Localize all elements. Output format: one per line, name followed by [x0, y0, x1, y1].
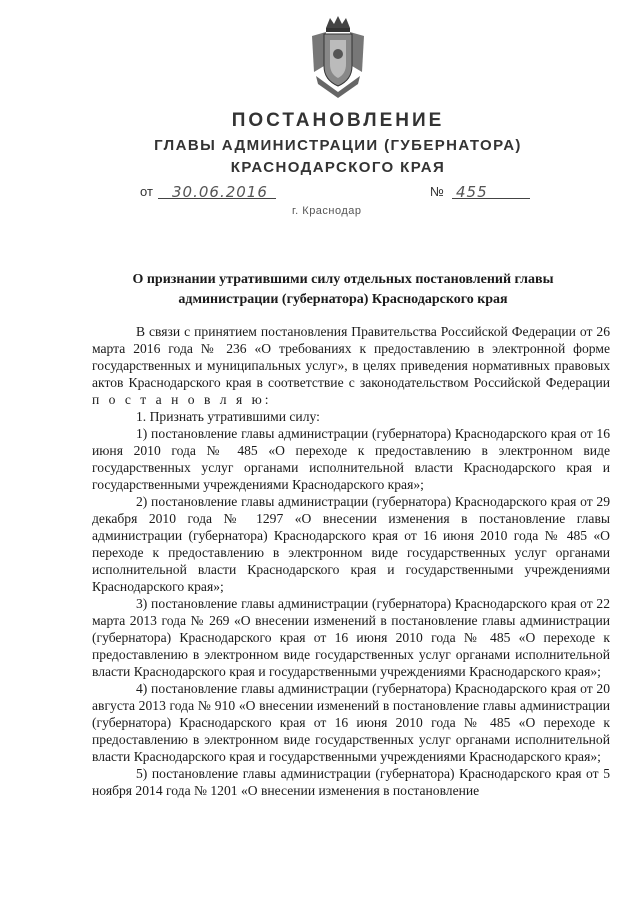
document-type-heading: ПОСТАНОВЛЕНИЕ — [231, 110, 445, 131]
item-1: 1. Признать утратившими силу: — [136, 409, 320, 424]
krasnodar-coat-of-arms-icon — [308, 14, 368, 98]
subitem-1: 1) постановление главы администрации (губернатора) Краснодарского края от 16 июня 2010 года № 485 «О переходе к предоставлению в электронном виде государственных услуг органами исполнительной власти Краснодарского края и государственными учреждениями Краснодарского края»; — [92, 426, 610, 492]
subitem-3: 3) постановление главы администрации (губернатора) Краснодарского края от 22 марта 2013 года № 269 «О внесении изменений в постановление главы администрации (губернатора) Краснодарского края от 16 июня 2010 года № 485 «О переходе к предоставлению в электронном виде государственных услуг органами исполнительной власти Краснодарского края и государственными учреждениями Краснодарского края»; — [92, 596, 610, 679]
intro-paragraph — [92, 323, 610, 408]
document-date: 30.06.2016 — [158, 183, 276, 199]
region-heading: КРАСНОДАРСКОГО КРАЯ — [230, 159, 446, 176]
document-number: 455 — [452, 183, 530, 199]
subitem-2: 2) постановление главы администрации (губернатора) Краснодарского края от 29 декабря 2010 года № 1297 «О внесении изменения в постановление главы администрации (губернатора) Краснодарского края от 16 июня 2010 года № 485 «О переходе к предоставлению в электронном виде государственных услуг органами исполнительной власти Краснодарского края и государственными учреждениями Краснодарского края»; — [92, 494, 610, 594]
subitem-5: 5) постановление главы администрации (губернатора) Краснодарского края от 5 ноября 2014 года № 1201 «О внесении изменения в постановление — [92, 766, 610, 798]
decree-word: п о с т а н о в л я ю: — [92, 392, 272, 407]
document-title: О признании утратившими силу отдельных постановлений главы администрации (губернатора) Краснодарского края — [132, 272, 554, 307]
document-body — [92, 323, 610, 799]
intro-text: В связи с принятием постановления Правительства Российской Федерации от 26 марта 2016 года № 236 «О требованиях к предоставлению в электронной форме государственных и муниципальных услуг», в целях приведения нормативных правовых актов Краснодарского края в соответствие с законодательством Российской Федерации — [92, 324, 610, 390]
date-label: от — [140, 184, 153, 199]
number-label: № — [430, 184, 444, 199]
subitem-4: 4) постановление главы администрации (губернатора) Краснодарского края от 20 августа 2013 года № 910 «О внесении изменений в постановление главы администрации (губернатора) Краснодарского края от 16 июня 2010 года № 485 «О переходе к предоставлению в электронном виде государственных услуг органами исполнительной власти Краснодарского края и государственными учреждениями Краснодарского края»; — [92, 681, 610, 764]
issuer-heading: ГЛАВЫ АДМИНИСТРАЦИИ (ГУБЕРНАТОРА) — [154, 137, 522, 154]
city-label: г. Краснодар — [292, 205, 362, 217]
